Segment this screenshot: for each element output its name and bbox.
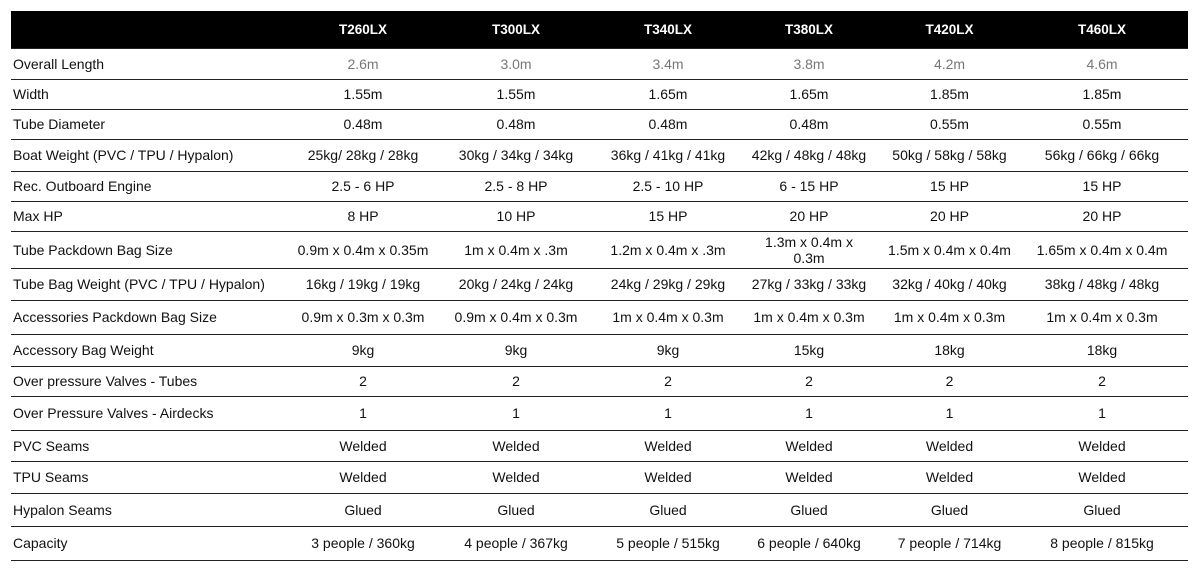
spec-cell: Welded [492,437,540,454]
spec-cell: 15 HP [648,208,688,224]
header-row [11,11,1188,48]
spec-cell: 36kg / 41kg / 41kg [610,147,726,163]
spec-cell: 1 [664,405,672,421]
spec-cell: 1m x 0.4m x 0.3m [1046,309,1158,325]
spec-cell: Welded [925,469,974,485]
spec-cell: 2 [664,373,672,389]
spec-cell: 1 [1098,405,1106,421]
spec-cell: 2.5 - 6 HP [331,178,395,194]
spec-cell: 8 people / 815kg [1050,535,1154,551]
spec-cell: 50kg / 58kg / 58kg [892,147,1007,163]
spec-table [11,11,1188,561]
spec-cell: 1 [805,405,813,421]
spec-cell: 3.4m [652,55,684,72]
spec-cell: 1m x 0.4m x 0.3m [893,309,1006,325]
spec-cell: 9kg [656,342,680,358]
spec-cell: 18kg [1086,342,1118,358]
spec-cell: 24kg / 29kg / 29kg [610,276,726,292]
row-label: Tube Diameter [13,116,106,132]
spec-cell: 5 people / 515kg [616,535,720,551]
spec-cell: 1 [359,405,367,421]
spec-cell: 1m x 0.4m x 0.3m [612,309,724,325]
model-header: T380LX [784,21,834,37]
spec-cell: Welded [492,469,540,485]
spec-cell: Welded [925,437,974,454]
spec-cell: 56kg / 66kg / 66kg [1044,147,1160,163]
row-label: Overall Length [13,55,105,72]
spec-cell: 1.65m [648,86,688,102]
spec-cell: 1.3m x 0.4m x 0.3m [765,233,853,266]
spec-cell: Welded [644,437,692,454]
spec-cell: 3 people / 360kg [311,535,415,551]
spec-cell: 15 HP [1082,178,1122,194]
spec-cell: 3.8m [793,55,825,72]
spec-cell: 27kg / 33kg / 33kg [751,276,867,292]
header-label-cell [11,11,295,48]
table-row [11,493,1188,526]
model-header: T460LX [1077,21,1127,37]
spec-cell: Glued [497,501,535,518]
row-label: PVC Seams [13,437,90,454]
table-row [11,430,1188,461]
table-row [11,139,1188,171]
spec-cell: 16kg / 19kg / 19kg [305,276,421,292]
row-label: Capacity [13,535,68,551]
spec-cell: 8 HP [347,208,379,224]
model-header: T340LX [643,21,693,37]
spec-cell: 4.6m [1086,55,1118,72]
spec-cell: 0.48m [789,116,829,132]
row-label: Over Pressure Valves - Airdecks [13,405,214,421]
spec-cell: 20 HP [1082,208,1122,224]
spec-cell: 2 [945,373,954,389]
spec-cell: 2.5 - 10 HP [632,178,704,194]
spec-cell: 6 people / 640kg [757,535,861,551]
spec-cell: 30kg / 34kg / 34kg [458,147,574,163]
spec-cell: 9kg [351,342,375,358]
spec-cell: 1.85m [930,86,969,102]
spec-cell: 18kg [934,342,965,358]
spec-cell: 1.85m [1082,86,1122,102]
spec-cell: 1.65m x 0.4m x 0.4m [1036,241,1168,258]
spec-cell: 6 - 15 HP [779,178,839,194]
spec-cell: 0.48m [343,116,383,132]
spec-cell: Welded [339,437,387,454]
spec-cell: 42kg / 48kg / 48kg [751,147,867,163]
spec-cell: 0.55m [1082,116,1122,132]
spec-cell: Glued [790,501,828,518]
row-label: TPU Seams [13,469,89,485]
spec-cell: 4 people / 367kg [464,535,568,551]
table-row [11,366,1188,396]
table-row [11,300,1188,334]
row-label: Tube Bag Weight (PVC / TPU / Hypalon) [13,276,265,292]
table-row [11,396,1188,430]
spec-cell: 20kg / 24kg / 24kg [458,276,574,292]
spec-cell: 0.9m x 0.4m x 0.3m [454,309,578,325]
spec-cell: 32kg / 40kg / 40kg [892,276,1007,292]
spec-cell: Glued [649,501,687,518]
model-header: T260LX [338,21,388,37]
spec-cell: Welded [1078,469,1126,485]
spec-cell: 3.0m [500,55,532,72]
spec-cell: 20 HP [930,208,969,224]
row-label: Boat Weight (PVC / TPU / Hypalon) [13,147,234,163]
spec-cell: 7 people / 714kg [897,535,1002,551]
spec-cell: 15 HP [930,178,969,194]
row-label: Accessories Packdown Bag Size [13,309,217,325]
spec-cell: 1.55m [496,86,536,102]
table-row [11,268,1188,300]
table-row [11,334,1188,366]
model-header: T420LX [925,21,974,37]
spec-cell: Welded [785,469,833,485]
spec-cell: 4.2m [933,55,966,72]
row-label: Max HP [13,208,63,224]
spec-cell: Welded [644,469,692,485]
spec-cell: 1 [945,405,954,421]
row-label: Width [13,86,49,102]
table-row [11,109,1188,139]
spec-cell: 15kg [793,342,825,358]
spec-cell: 38kg / 48kg / 48kg [1044,276,1160,292]
spec-cell: 2 [359,373,367,389]
spec-cell: Glued [930,501,969,518]
spec-cell: 2.6m [347,55,379,72]
spec-cell: 1.5m x 0.4m x 0.4m [888,241,1011,258]
table-row [11,231,1188,268]
spec-cell: 1.65m [789,86,829,102]
table-row [11,48,1188,79]
spec-cell: 2 [805,373,813,389]
spec-cell: Welded [785,437,833,454]
row-label: Tube Packdown Bag Size [13,241,173,258]
row-label: Rec. Outboard Engine [13,178,152,194]
spec-cell: 20 HP [789,208,829,224]
spec-cell: Welded [1078,437,1126,454]
spec-cell: 25kg/ 28kg / 28kg [307,147,419,163]
table-row [11,526,1188,560]
spec-cell: Glued [1083,501,1121,518]
spec-cell: 1.2m x 0.4m x .3m [610,241,726,258]
table-row [11,79,1188,109]
spec-cell: 0.55m [930,116,969,132]
spec-cell: 1m x 0.4m x 0.3m [753,309,865,325]
model-header: T300LX [491,21,541,37]
spec-cell: 0.48m [496,116,536,132]
spec-cell: 2 [512,373,520,389]
row-label: Accessory Bag Weight [13,342,154,358]
spec-cell: 10 HP [496,208,536,224]
row-label: Over pressure Valves - Tubes [13,373,198,389]
table-row [11,171,1188,201]
spec-cell: Glued [344,501,382,518]
table-row [11,201,1188,231]
spec-cell: Welded [339,469,387,485]
table-row [11,461,1188,493]
spec-cell: 1.55m [343,86,383,102]
spec-cell: 2 [1098,373,1106,389]
spec-cell: 1 [512,405,520,421]
spec-cell: 0.9m x 0.3m x 0.3m [301,309,425,325]
spec-cell: 1m x 0.4m x .3m [464,241,568,258]
spec-cell: 2.5 - 8 HP [484,178,548,194]
row-label: Hypalon Seams [13,501,112,518]
spec-cell: 0.48m [648,116,688,132]
spec-cell: 9kg [504,342,528,358]
spec-cell: 0.9m x 0.4m x 0.35m [297,241,429,258]
